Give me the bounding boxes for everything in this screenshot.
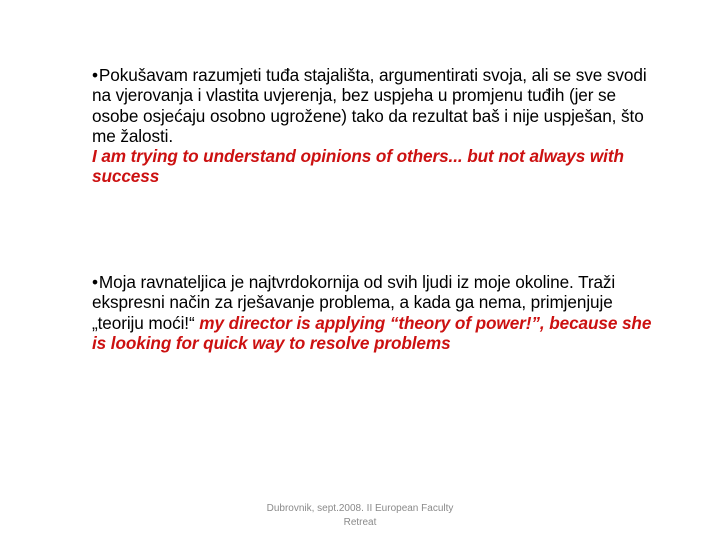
bullet-marker: • [92,272,98,292]
english-translation: I am trying to understand opinions of others... but not always with success [92,146,624,187]
footer-line-2: Retreat [343,517,377,528]
bullet-marker: • [92,65,98,85]
croatian-text: Pokušavam razumjeti tuđa stajališta, argumentirati svoja, ali se sve svodi na vjerovanja i vlastita uvjerenja, bez uspjeha u promjenu tuđih (jer se osobe osjećaju osobno ugrožene) tako da rezultat baš i nije uspješan, što me žalosti. [92,65,647,146]
croatian-text: Moja ravnateljica je najtvrdokornija od svih ljudi iz moje okoline. Traži ekspresni način za rješavanje problema, a kada ga nema, primjenjuje „teoriju moći!“ [92,272,616,333]
bullet-item-2 [92,272,662,353]
footer-line-1: Dubrovnik, sept.2008. II European Faculty [266,503,454,514]
bullet-item-1 [92,65,662,187]
english-translation: my director is applying “theory of power!”, because she is looking for quick way to resolve problems [92,312,652,353]
slide-footer [240,502,480,530]
